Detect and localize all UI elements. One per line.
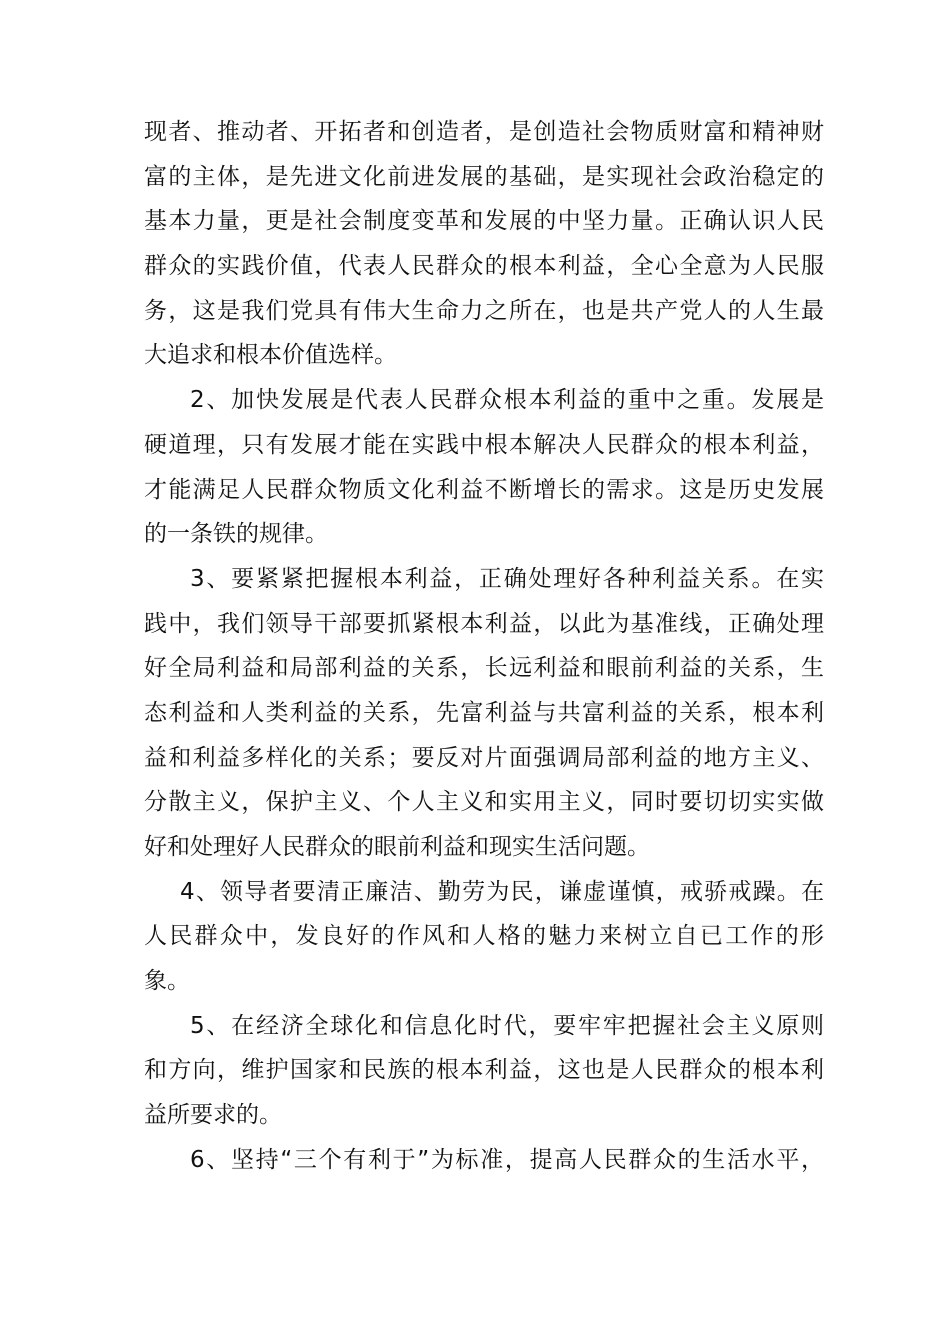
paragraph-start-4: 4、领导者要清正廉洁、勤劳为民，谦虚谨慎，戒骄戒躁。在 [180, 878, 824, 905]
text-line: 富的主体，是先进文化前进发展的基础，是实现社会政治稳定的 [144, 163, 824, 190]
text-line: 好全局利益和局部利益的关系，长远利益和眼前利益的关系，生 [144, 655, 824, 682]
text-line: 好和处理好人民群众的眼前利益和现实生活问题。 [144, 834, 650, 860]
text-line: 分散主义，保护主义、个人主义和实用主义，同时要切切实实做 [144, 789, 824, 816]
document-body [144, 110, 824, 1183]
paragraph-start-5: 5、在经济全球化和信息化时代，要牢牢把握社会主义原则 [190, 1012, 824, 1039]
text-line: 态利益和人类利益的关系，先富利益与共富利益的关系，根本利 [144, 699, 824, 726]
text-line: 现者、推动者、开拓者和创造者，是创造社会物质财富和精神财 [144, 119, 824, 145]
text-line: 践中，我们领导干部要抓紧根本利益，以此为基准线，正确处理 [144, 610, 824, 637]
text-line: 益所要求的。 [144, 1102, 282, 1129]
text-line: 群众的实践价值，代表人民群众的根本利益，全心全意为人民服 [144, 253, 824, 280]
paragraph-start-3: 3、要紧紧把握根本利益，正确处理好各种利益关系。在实 [190, 565, 824, 592]
text-line: 才能满足人民群众物质文化利益不断增长的需求。这是历史发展 [144, 476, 824, 503]
paragraph-start-2: 2、加快发展是代表人民群众根本利益的重中之重。发展是 [190, 387, 824, 414]
text-line: 和方向，维护国家和民族的根本利益，这也是人民群众的根本利 [144, 1057, 824, 1084]
text-line: 人民群众中，发良好的作风和人格的魅力来树立自已工作的形 [144, 923, 824, 950]
text-line: 的一条铁的规律。 [144, 521, 328, 548]
paragraph-start-6: 6、坚持“三个有利于”为标准，提高人民群众的生活水平， [190, 1146, 824, 1173]
text-line: 益和利益多样化的关系；要反对片面强调局部利益的地方主义、 [144, 744, 824, 771]
text-line: 基本力量，更是社会制度变革和发展的中坚力量。正确认识人民 [144, 208, 824, 235]
text-line: 硬道理，只有发展才能在实践中根本解决人民群众的根本利益， [144, 431, 824, 458]
text-line: 务，这是我们党具有伟大生命力之所在，也是共产党人的人生最 [144, 297, 824, 324]
text-line: 象。 [144, 968, 190, 995]
text-line: 大追求和根本价值选样。 [144, 342, 397, 369]
